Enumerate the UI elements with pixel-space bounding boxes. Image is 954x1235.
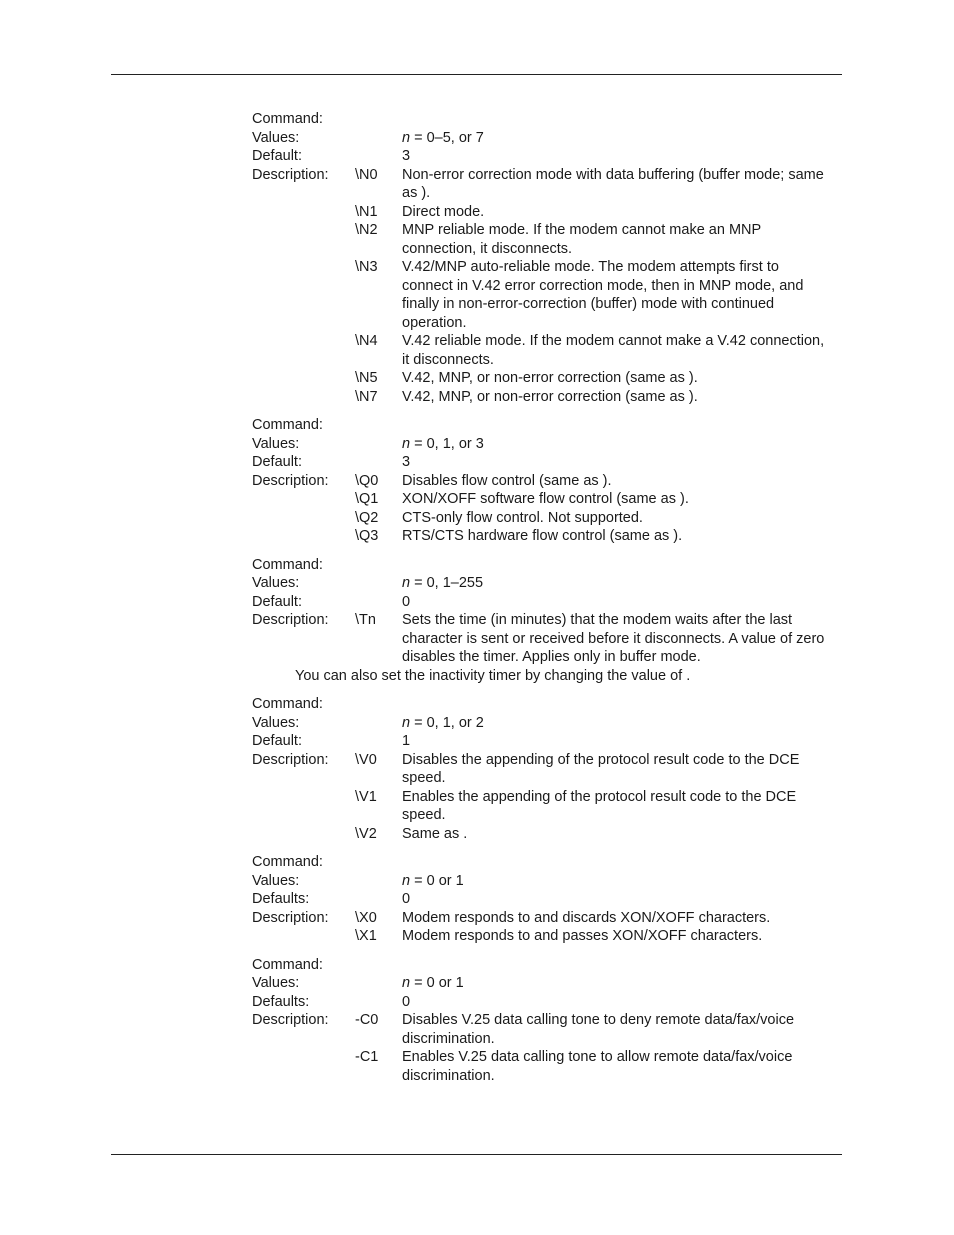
option-code: \Q1 [355,491,379,507]
option-code: \N4 [355,333,378,349]
option-row [252,509,852,528]
command-label: Command: [252,111,323,127]
option-code: \V0 [355,751,377,768]
option-text: CTS-only flow control. Not supported. [402,509,643,526]
description-row [252,166,852,203]
option-row [252,927,852,946]
n-variable: n [402,575,411,591]
default-value: 1 [402,733,411,749]
command-label: Command: [252,417,323,433]
option-code: \V1 [355,788,377,805]
option-code: \N7 [355,388,378,405]
values-label: Values: [252,129,300,146]
option-code: \N0 [355,166,378,183]
option-text: Sets the time (in minutes) that the modem waits after the last character is sent or received before it disconnects. A value of zero disables the timer. Applies only in buffer mode. [402,612,825,665]
footer-rule [111,1154,842,1155]
values-text: = 0 or 1 [414,975,464,991]
option-code: -C0 [355,1012,379,1028]
option-text: V.42, MNP, or non-error correction (same as ). [402,388,698,405]
values-text: = 0–5, or 7 [414,129,484,146]
option-row [252,388,852,407]
option-row [252,490,852,509]
defaults-label: Defaults: [252,993,310,1010]
description-row [252,751,852,788]
description-row [252,909,852,928]
option-code: \N5 [355,370,378,386]
command-section-v [252,695,852,843]
command-section-x [252,853,852,946]
description-label: Description: [252,612,329,628]
description-label: Description: [252,472,329,489]
n-variable: n [402,435,411,452]
default-value: 3 [402,148,411,164]
option-row [252,332,852,369]
option-text: V.42 reliable mode. If the modem cannot make a V.42 connection, it disconnects. [402,333,825,368]
default-row [252,890,852,909]
description-row [252,611,852,667]
option-text: Non-error correction mode with data buffering (buffer mode; same as ). [402,166,824,201]
values-label: Values: [252,575,300,591]
command-row [252,110,852,129]
defaults-label: Defaults: [252,891,310,907]
default-label: Default: [252,454,302,470]
option-code: \Q3 [355,528,379,544]
values-row [252,129,852,148]
option-text: Disables the appending of the protocol result code to the DCE speed. [402,751,800,786]
option-text: Same as . [402,825,468,842]
option-code: \N2 [355,222,378,238]
option-text: Modem responds to and passes XON/XOFF characters. [402,928,763,944]
values-row [252,574,852,593]
option-code: \X1 [355,928,377,944]
option-row [252,258,852,332]
option-row [252,788,852,825]
note-text: You can also set the inactivity timer by changing the value of . [295,667,691,684]
command-row [252,695,852,714]
header-rule [111,74,842,75]
values-label: Values: [252,975,300,991]
values-label: Values: [252,435,300,452]
default-value: 0 [402,993,411,1010]
command-row [252,956,852,975]
command-row [252,556,852,575]
default-row [252,993,852,1012]
option-code: \N3 [355,259,378,275]
option-code: \V2 [355,825,377,842]
option-text: Enables V.25 data calling tone to allow remote data/fax/voice discrimination. [402,1049,793,1084]
default-value: 0 [402,593,411,610]
default-value: 3 [402,454,411,470]
n-variable: n [402,129,411,146]
option-code: \Tn [355,612,376,628]
option-row [252,221,852,258]
option-text: Disables V.25 data calling tone to deny remote data/fax/voice discrimination. [402,1012,795,1047]
default-row [252,453,852,472]
command-label: Command: [252,556,323,573]
description-row [252,1011,852,1048]
option-row [252,369,852,388]
option-code: \X0 [355,909,377,926]
option-code: \N1 [355,203,378,220]
option-text: RTS/CTS hardware flow control (same as ). [402,528,683,544]
values-text: = 0, 1, or 2 [414,714,484,731]
option-row [252,1048,852,1085]
option-text: Modem responds to and discards XON/XOFF characters. [402,909,771,926]
command-section-t [252,556,852,686]
default-label: Default: [252,148,302,164]
option-text: Disables flow control (same as ). [402,472,612,489]
option-text: Enables the appending of the protocol result code to the DCE speed. [402,788,797,823]
n-variable: n [402,714,411,731]
default-label: Default: [252,593,302,610]
command-row [252,416,852,435]
values-text: = 0, 1, or 3 [414,435,484,452]
option-text: XON/XOFF software flow control (same as ). [402,491,689,507]
values-row [252,974,852,993]
command-reference [252,110,852,1095]
option-code: \Q2 [355,509,379,526]
values-text: = 0, 1–255 [414,575,484,591]
values-text: = 0 or 1 [414,872,464,889]
command-label: Command: [252,956,323,973]
option-code: \Q0 [355,472,379,489]
option-row [252,203,852,222]
option-text: MNP reliable mode. If the modem cannot make an MNP connection, it disconnects. [402,222,761,257]
values-label: Values: [252,872,300,889]
option-text: V.42/MNP auto-reliable mode. The modem attempts first to connect in V.42 error correction mode, then in MNP mode, and finally in non-error-correction (buffer) mode with continued operation. [402,259,804,331]
option-row [252,825,852,844]
description-label: Description: [252,909,329,926]
default-row [252,732,852,751]
default-value: 0 [402,891,411,907]
command-label: Command: [252,696,323,712]
n-variable: n [402,872,411,889]
values-row [252,435,852,454]
command-section-c [252,956,852,1086]
description-label: Description: [252,1012,329,1028]
command-row [252,853,852,872]
option-row [252,527,852,546]
values-label: Values: [252,714,300,731]
n-variable: n [402,975,411,991]
default-label: Default: [252,733,302,749]
command-section-n [252,110,852,406]
command-label: Command: [252,854,323,870]
description-label: Description: [252,166,329,183]
default-row [252,593,852,612]
description-row [252,472,852,491]
option-code: -C1 [355,1049,379,1065]
option-text: Direct mode. [402,203,485,220]
description-label: Description: [252,751,329,768]
values-row [252,714,852,733]
command-section-q [252,416,852,546]
default-row [252,147,852,166]
values-row [252,872,852,891]
option-text: V.42, MNP, or non-error correction (same as ). [402,370,698,386]
